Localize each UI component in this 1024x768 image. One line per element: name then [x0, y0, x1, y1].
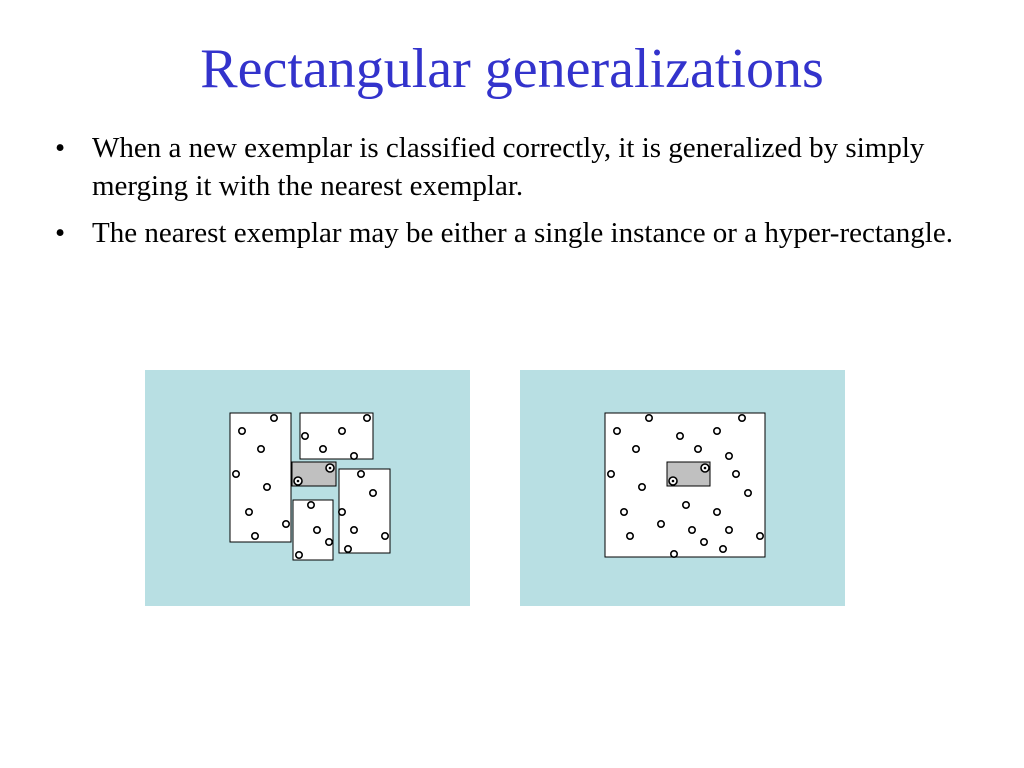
instance-point	[351, 527, 357, 533]
bullet-marker: •	[55, 132, 66, 164]
bullet-text: When a new exemplar is classified correctly, it is generalized by simply merging it with the nearest exemplar.	[92, 132, 925, 202]
instance-point	[726, 527, 732, 533]
instance-point	[283, 521, 289, 527]
bullet-text: The nearest exemplar may be either a single instance or a hyper-rectangle.	[92, 217, 953, 249]
merged-instance-point-center	[297, 480, 300, 483]
instance-point	[339, 428, 345, 434]
instance-point	[364, 415, 370, 421]
instance-point	[720, 546, 726, 552]
instance-point	[745, 490, 751, 496]
instance-point	[351, 453, 357, 459]
instance-point	[621, 509, 627, 515]
instance-point	[714, 509, 720, 515]
diagram-after-merge	[520, 370, 845, 606]
instance-point	[695, 446, 701, 452]
instance-point	[726, 453, 732, 459]
instance-point	[326, 539, 332, 545]
instance-point	[320, 446, 326, 452]
instance-point	[677, 433, 683, 439]
instance-point	[627, 533, 633, 539]
merged-instance-point-center	[329, 467, 332, 470]
bullet-item-2	[55, 214, 985, 252]
instance-point	[302, 433, 308, 439]
instance-point	[252, 533, 258, 539]
instance-point	[296, 552, 302, 558]
instance-point	[382, 533, 388, 539]
instance-point	[733, 471, 739, 477]
instance-point	[671, 551, 677, 557]
instance-point	[308, 502, 314, 508]
instance-point	[714, 428, 720, 434]
instance-point	[689, 527, 695, 533]
slide-title: Rectangular generalizations	[200, 38, 824, 100]
instance-point	[239, 428, 245, 434]
hyper-rectangle	[300, 413, 373, 459]
instance-point	[608, 471, 614, 477]
instance-point	[233, 471, 239, 477]
bullet-item-1	[55, 129, 985, 205]
instance-point	[339, 509, 345, 515]
instance-point	[370, 490, 376, 496]
merged-instance-point-center	[672, 480, 675, 483]
instance-point	[658, 521, 664, 527]
diagram-after-merge-figure	[520, 370, 845, 606]
diagram-panel-background	[145, 370, 470, 606]
instance-point	[757, 533, 763, 539]
instance-point	[646, 415, 652, 421]
instance-point	[614, 428, 620, 434]
instance-point	[314, 527, 320, 533]
diagram-before-merge-figure	[145, 370, 470, 606]
instance-point	[633, 446, 639, 452]
instance-point	[701, 539, 707, 545]
diagram-before-merge	[145, 370, 470, 606]
instance-point	[739, 415, 745, 421]
merged-instance-point-center	[704, 467, 707, 470]
instance-point	[246, 509, 252, 515]
instance-point	[258, 446, 264, 452]
instance-point	[271, 415, 277, 421]
bullet-marker: •	[55, 217, 66, 249]
bullet-list	[55, 129, 985, 261]
hyper-rectangle	[339, 469, 390, 553]
instance-point	[358, 471, 364, 477]
instance-point	[639, 484, 645, 490]
instance-point	[264, 484, 270, 490]
instance-point	[683, 502, 689, 508]
instance-point	[345, 546, 351, 552]
